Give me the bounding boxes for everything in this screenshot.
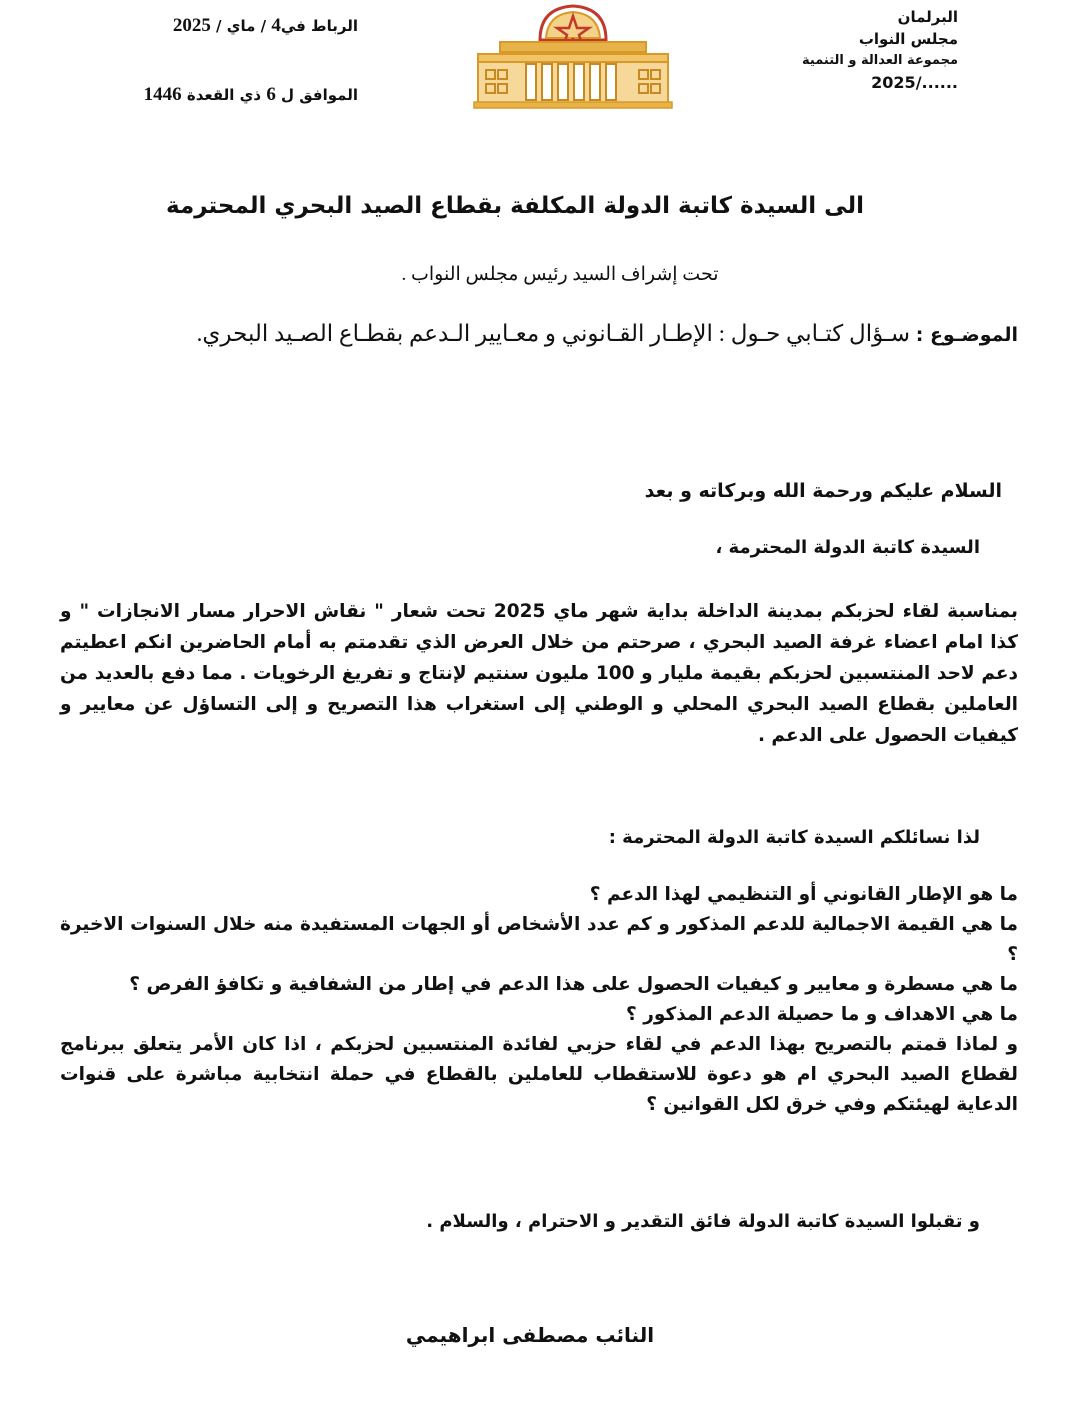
letter-date (118, 12, 358, 108)
hijri-day: 6 (266, 84, 276, 105)
greeting: السلام عليكم ورحمة الله وبركاته و بعد (644, 480, 1002, 502)
date-year: 2025 (172, 15, 211, 36)
question-item: ما هي مسطرة و معايير و كيفيات الحصول على هذا الدعم في إطار من الشفافية و تكافؤ الفرص ؟ (129, 974, 1018, 995)
body-paragraph: بمناسبة لقاء لحزبكم بمدينة الداخلة بداية شهر ماي 2025 تحت شعار " نقاش الاحرار مسار الانجازات " و كذا امام اعضاء غرفة الصيد البحري ، صرحتم من خلال العرض الذي تقدمتم به أمام الحاضرين انكم اعطيتم دعم لاحد المنتسبين لحزبكم بقيمة مليار و 100 مليون سنتيم لإنتاج و تفريغ الرخويات . مما دفع بالعديد من العاملين بقطاع الصيد البحري المحلي و الوطني إلى استغراب هذا التصريح و إلى التساؤل عن معايير و كيفيات الحصول على الدعم . (60, 601, 1019, 746)
parliament-emblem-icon (470, 2, 676, 124)
question-item: ما هي القيمة الاجمالية للدعم المذكور و كم عدد الأشخاص أو الجهات المستفيدة منه خلال السنوات الاخيرة ؟ (60, 914, 1018, 965)
question-item: ما هي الاهداف و ما حصيلة الدعم المذكور ؟ (626, 1004, 1018, 1025)
hijri-year: 1446 (143, 84, 182, 105)
addressee-line: الى السيدة كاتبة الدولة المكلفة بقطاع الصيد البحري المحترمة (166, 193, 864, 219)
chamber-name: مجلس النواب (858, 30, 958, 48)
hijri-prefix: الموافق ل (275, 86, 358, 104)
questions-list (60, 880, 1018, 1120)
parliamentary-group: مجموعة العدالة و التنمية (802, 53, 958, 68)
question-item: و لماذا قمتم بالتصريح بهذا الدعم في لقاء حزبي لفائدة المنتسبين لحزبكم ، اذا كان الأمر يتعلق ببرنامج لقطاع الصيد البحري ام هو دعوة للاستقطاب للعاملين بالقطاع في حملة انتخابية مباشرة على قنوات الدعاية لهيئتكم وفي خرق لكل القوانين ؟ (60, 1034, 1018, 1115)
date-month: / ماي / (210, 17, 272, 35)
hijri-month: ذي القعدة (181, 86, 267, 104)
questions-intro: لذا نسائلكم السيدة كاتبة الدولة المحترمة : (608, 827, 980, 848)
signature: النائب مصطفى ابراهيمي (405, 1323, 655, 1347)
date-place: الرباط في (280, 17, 358, 35)
subject-text: سـؤال كتـابي حـول : الإطـار القـانوني و معـايير الـدعم بقطـاع الصـيد البحري. (196, 321, 916, 346)
supervision-line: تحت إشراف السيد رئيس مجلس النواب . (401, 264, 719, 285)
letterhead-institution (658, 6, 958, 94)
question-item: ما هو الإطار القانوني أو التنظيمي لهذا الدعم ؟ (589, 884, 1018, 905)
closing-line: و تقبلوا السيدة كاتبة الدولة فائق التقدير و الاحترام ، والسلام . (426, 1211, 980, 1232)
reference-number: 2025/...... (871, 73, 958, 92)
subject-line (158, 315, 1018, 354)
hijri-date (118, 82, 358, 108)
salutation: السيدة كاتبة الدولة المحترمة ، (715, 537, 980, 558)
gregorian-date (118, 12, 358, 40)
date-day: 4 (271, 15, 281, 36)
institution-name: البرلمان (897, 8, 958, 26)
subject-label: الموضـوع : (915, 324, 1018, 346)
